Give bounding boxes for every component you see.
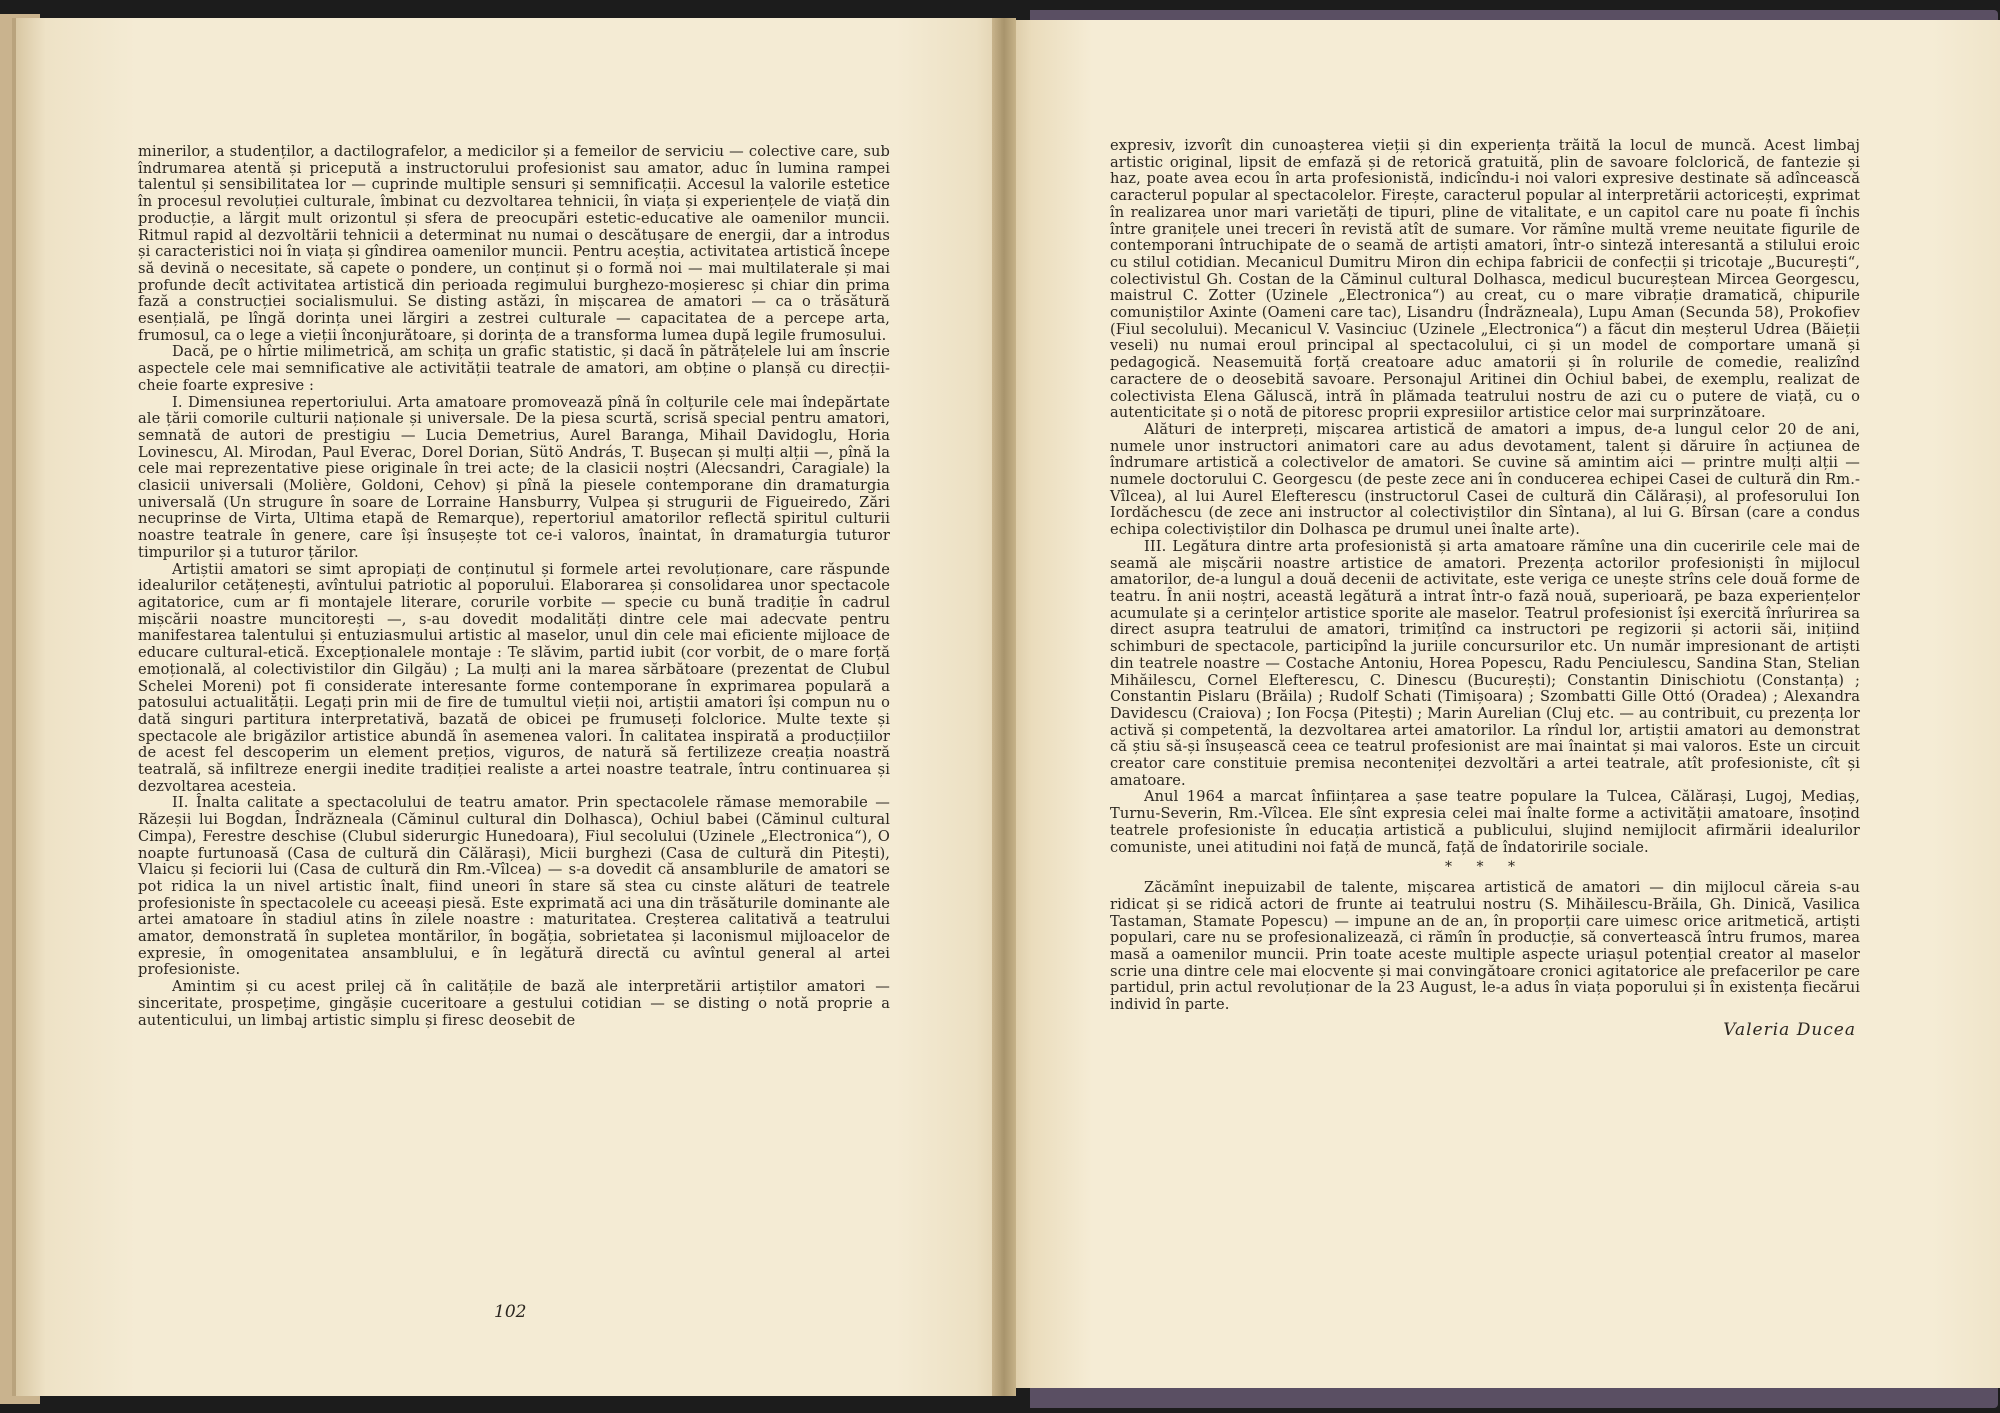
paragraph: Artiștii amatori se simt apropiați de conținutul și formele artei revoluționare, care răspunde idealurilor cetățenești, avîntului patriotic al poporului. Elaborarea și consolidarea unor spectacole agitatorice, cum ar fi montajele literare, corurile vorbite — specie cu bună tradiție în cadrul mișcării noastre muncitorești —, s-au dovedit modalități dintre cele mai adecvate pentru manifestarea talentului și entuziasmului artistic al maselor, unul din cele mai eficiente mijloace de educare cultural-etică. Excepționalele montaje : Te slăvim, partid iubit (cor vorbit, de o mare forță emoțională, al colectivistilor din Gilgău) ; La mulți ani la marea sărbătoare (prezentat de Clubul Schelei Moreni) pot fi considerate interesante forme contemporane în exprimarea populară a patosului actualității. Legați prin mii de fire de tumultul vieții noi, artiștii amatori își compun nu o dată singuri partitura interpretativă, bazată de obicei pe frumuseți folclorice. Multe texte și spectacole ale brigăzilor artistice abundă în asemenea valori. În calitatea inspirată a producțiilor de acest fel descoperim un element prețios, viguros, de natură să fertilizeze creația noastră teatrală, să infiltreze energii inedite tradiției realiste a artei noastre teatrale, întru continuarea și dezvoltarea acesteia.	[138, 560, 890, 795]
paragraph: Alături de interpreți, mișcarea artistică de amatori a impus, de-a lungul celor 20 de ani, numele unor instructori animatori care au adus devotament, talent și dăruire în acțiunea de îndrumare artistică a colectivelor de amatori. Se cuvine să amintim aici — printre mulți alții — numele doctorului C. Georgescu (de peste zece ani în conducerea echipei Casei de cultură din Rm.-Vîlcea), al lui Aurel Elefterescu (instructorul Casei de cultură din Călărași), al profesorului Ion Iordăchescu (de zece ani instructor al colectiviștilor din Sîntana), al lui G. Bîrsan (care a condus echipa colectiviștilor din Dolhasca pe drumul unei înalte arte).	[1110, 420, 1860, 539]
book-gutter	[992, 18, 1016, 1396]
paragraph: Anul 1964 a marcat înființarea a șase teatre populare la Tulcea, Călărași, Lugoj, Mediaș, Turnu-Severin, Rm.-Vîlcea. Ele sînt expresia celei mai înalte forme a activității amatoare, însoțind teatrele profesioniste în educația artistică a publicului, slujind nemijlocit afirmării idealurilor comuniste, unei atitudini noi față de muncă, față de îndatoririle sociale.	[1110, 788, 1860, 856]
paragraph: expresiv, izvorît din cunoașterea vieții și din experiența trăită la locul de muncă. Acest limbaj artistic original, lipsit de emfază și de retorică gratuită, plin de savoare folclorică, de fantezie și haz, poate avea ecou în arta profesionistă, indicîndu-i noi valori expresive destinate să adîncească caracterul popular al spectacolelor. Firește, caracterul popular al interpretării actoricești, exprimat în realizarea unor mari varietăți de tipuri, pline de vitalitate, e un capitol care nu poate fi închis între granițele unei treceri în revistă atît de sumare. Vor rămîne multă vreme neuitate figurile de contemporani întruchipate de o seamă de artiști amatori, într-o sinteză interesantă a stilului eroic cu stilul cotidian. Mecanicul Dumitru Miron din echipa fabricii de confecții și tricotaje „București“, colectivistul Gh. Costan de la Căminul cultural Dolhasca, medicul bucureștean Mircea Georgescu, maistrul C. Zotter (Uzinele „Electronica“) au creat, cu o mare vibrație dramatică, chipurile comuniștilor Axinte (Oameni care tac), Lisandru (Îndrăzneala), Lupu Aman (Secunda 58), Prokofiev (Fiul secolului). Mecanicul V. Vasinciuc (Uzinele „Electronica“) a făcut din meșterul Udrea (Băieții veseli) nu numai eroul principal al spectacolului, ci și un model de comportare umană și pedagogică. Neasemuită forță creatoare aduc amatorii și în rolurile de comedie, realizînd caractere de o deosebită savoare. Personajul Aritinei din Ochiul babei, de exemplu, realizat de colectivista Elena Găluscă, intră în plămada teatrului nostru de azi cu o putere de viață, cu o autenticitate și o notă de pitoresc proprii expresiilor artistice celor mai surprinzătoare.	[1110, 137, 1860, 422]
paragraph: Dacă, pe o hîrtie milimetrică, am schița un grafic statistic, și dacă în pătrățelele lui am înscrie aspectele cele mai semnificative ale activității teatrale de amatori, am obține o planșă cu direcții-cheie foarte expresive :	[138, 343, 890, 394]
left-page-text	[138, 144, 890, 1029]
right-page	[1002, 20, 2000, 1388]
section-separator: * * *	[1445, 859, 1525, 876]
closing-paragraph: Zăcămînt inepuizabil de talente, mișcarea artistică de amatori — din mijlocul căreia s-au ridicat și se ridică actori de frunte ai teatrului nostru (S. Mihăilescu-Brăila, Gh. Dinică, Vasilica Tastaman, Stamate Popescu) — impune an de an, în proporții care uimesc orice aritmetică, artiști populari, care nu se profesionalizează, ci rămîn în producție, să convertească întru frumos, marea masă a oamenilor muncii. Prin toate aceste multiple aspecte uriașul potențial creator al maselor scrie una dintre cele mai elocvente și mai convingătoare cronici agitatorice ale prefacerilor pe care partidul, prin actul revoluționar de la 23 August, le-a adus în viața poporului și în existența fiecărui individ în parte.	[1110, 879, 1860, 1014]
paragraph: Amintim și cu acest prilej că în calitățile de bază ale interpretării artiștilor amatori — sinceritate, prospețime, gingășie cuceritoare a gestului cotidian — se disting o notă proprie a autenticului, un limbaj artistic simplu și firesc deosebit de	[138, 978, 890, 1029]
paragraph: II. Înalta calitate a spectacolului de teatru amator. Prin spectacolele rămase memorabile — Răzeșii lui Bogdan, Îndrăzneala (Căminul cultural din Dolhasca), Ochiul babei (Căminul cultural Cimpa), Ferestre deschise (Clubul siderurgic Hunedoara), Fiul secolului (Uzinele „Electronica“), O noapte furtunoasă (Casa de cultură din Călărași), Micii burghezi (Casa de cultură din Pitești), Vlaicu și feciorii lui (Casa de cultură din Rm.-Vîlcea) — s-a dovedit că ansamblurile de amatori se pot ridica la un nivel artistic înalt, fiind uneori în stare să stea cu cinste alături de teatrele profesioniste în spectacolele cu aceeași piesă. Este exprimată aci una din trăsăturile dominante ale artei amatoare în stadiul atins în zilele noastre : maturitatea. Creșterea calitativă a teatrului amator, demonstrată în supletea montărilor, în bogăția, sobrietatea și laconismul mijloacelor de expresie, în omogenitatea ansamblului, e în legătură directă cu avîntul general al artei profesioniste.	[138, 794, 890, 979]
left-page	[12, 18, 1012, 1396]
paragraph: III. Legătura dintre arta profesionistă și arta amatoare rămîne una din cuceririle cele mai de seamă ale mișcării noastre artistice de amatori. Prezența actorilor profesioniști în mijlocul amatorilor, de-a lungul a două decenii de activitate, este veriga ce unește strîns cele două forme de teatru. În anii noștri, această legătură a intrat într-o fază nouă, superioară, pe baza experiențelor acumulate și a cerințelor artistice sporite ale maselor. Teatrul profesionist își exercită înrîurirea sa direct asupra teatrului de amatori, trimițînd ca instructori pe regizorii și actorii săi, inițiind schimburi de spectacole, participînd la juriile concursurilor etc. Un număr impresionant de artiști din teatrele noastre — Costache Antoniu, Horea Popescu, Radu Penciulescu, Sandina Stan, Stelian Mihăilescu, Cornel Elefterescu, C. Dinescu (București); Constantin Dinischiotu (Constanța) ; Constantin Pislaru (Brăila) ; Rudolf Schati (Timișoara) ; Szombatti Gille Ottó (Oradea) ; Alexandra Davidescu (Craiova) ; Ion Focșa (Pitești) ; Marin Aurelian (Cluj etc. — au contribuit, cu prezența lor activă și competentă, la dezvoltarea artei amatorilor. La rîndul lor, artiștii amatori au demonstrat că știu să-și însușească ceea ce teatrul profesionist are mai înaintat și mai valoros. Este un circuit creator care constituie premisa neconteniței dezvoltări a artei teatrale, atît profesioniste, cît și amatoare.	[1110, 537, 1860, 789]
paragraph: minerilor, a studenților, a dactilografelor, a medicilor și a femeilor de serviciu — colective care, sub îndrumarea atentă și pricepută a instructorului profesionist sau amator, aduc în lumina rampei talentul și sensibilitatea lor — cuprinde multiple sensuri și semnificații. Accesul la valorile estetice în procesul revoluției culturale, îmbinat cu dezvoltarea tehnicii, în viața și experiențele de viață din producție, a lărgit mult orizontul și sfera de preocupări estetic-educative ale oamenilor muncii. Ritmul rapid al dezvoltării tehnicii a determinat nu numai o descătușare de energii, dar a introdus și caracteristici noi în viața și gîndirea oamenilor muncii. Pentru aceștia, activitatea artistică începe să devină o necesitate, să capete o pondere, un conținut și o formă noi — mai multilaterale și mai profunde decît activitatea artistică din perioada regimului burghezo-moșieresc și chiar din prima fază a construcției socialismului. Se disting astăzi, în mișcarea de amatori — ca o trăsătură esențială, pe lîngă dorința unei lărgiri a zestrei culturale — capacitatea de a percepe arta, frumosul, ca o lege a vieții înconjurătoare, și dorința de a transforma lumea după legile frumosului.	[138, 143, 890, 344]
page-number: 102	[494, 1302, 527, 1322]
paragraph: I. Dimensiunea repertoriului. Arta amatoare promovează pînă în colțurile cele mai îndepărtate ale țării comorile culturii naționale și universale. De la piesa scurtă, scrisă special pentru amatori, semnată de autori de prestigiu — Lucia Demetrius, Aurel Baranga, Mihail Davidoglu, Horia Lovinescu, Al. Mirodan, Paul Everac, Dorel Dorian, Sütö András, T. Bușecan și mulți alții —, pînă la cele mai reprezentative piese originale în trei acte; de la clasicii noștri (Alecsandri, Caragiale) la clasicii universali (Molière, Goldoni, Cehov) și pînă la piesele contemporane din dramaturgia universală (Un strugure în soare de Lorraine Hansburry, Vulpea și strugurii de Figueiredo, Zări necuprinse de Virta, Ultima etapă de Remarque), repertoriul amatorilor reflectă spiritul culturii noastre teatrale în genere, care își însușește tot ce-i valoros, înaintat, în dramaturgia tuturor timpurilor și a tuturor țărilor.	[138, 393, 890, 561]
author-signature: Valeria Ducea	[1723, 1019, 1856, 1040]
right-page-text	[1110, 138, 1860, 1039]
